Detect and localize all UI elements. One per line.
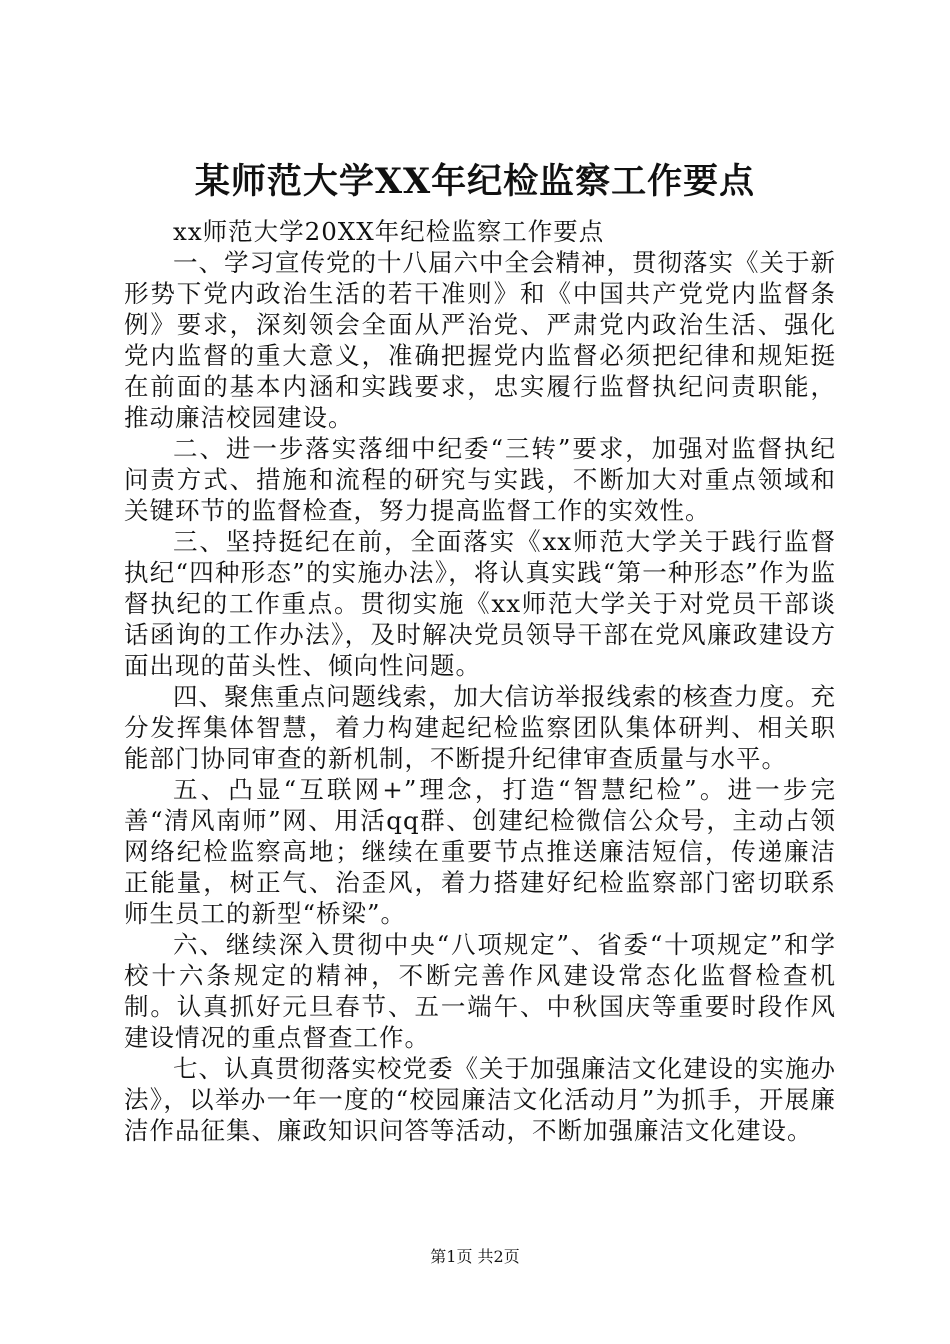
paragraph-7: 七、认真贯彻落实校党委《关于加强廉洁文化建设的实施办法》，以举办一年一度的“校园廉洁文化活动月”为抓手，开展廉洁作品征集、廉政知识问答等活动，不断加强廉洁文化建设。 xyxy=(124,1054,836,1145)
paragraph-2: 二、进一步落实落细中纪委“三转”要求，加强对监督执纪问责方式、措施和流程的研究与实践，不断加大对重点领域和关键环节的监督检查，努力提高监督工作的实效性。 xyxy=(124,434,836,525)
paragraph-5: 五、凸显“互联网+”理念，打造“智慧纪检”。进一步完善“清风南师”网、用活qq群、创建纪检微信公众号，主动占领网络纪检监察高地；继续在重要节点推送廉洁短信，传递廉洁正能量，树正气、治歪风，着力搭建好纪检监察部门密切联系师生员工的新型“桥梁”。 xyxy=(124,775,836,928)
document-title: 某师范大学XX年纪检监察工作要点 xyxy=(194,161,756,202)
paragraph-3: 三、坚持挺纪在前，全面落实《xx师范大学关于践行监督执纪“四种形态”的实施办法》，将认真实践“第一种形态”作为监督执纪的工作重点。贯彻实施《xx师范大学关于对党员干部谈话函询的工作办法》，及时解决党员领导干部在党风廉政建设方面出现的苗头性、倾向性问题。 xyxy=(124,527,836,680)
subtitle-paragraph: xx师范大学20XX年纪检监察工作要点 xyxy=(173,217,605,246)
document-body xyxy=(124,216,836,1146)
page-number: 第1页 共2页 xyxy=(430,1247,520,1266)
paragraph-4: 四、聚焦重点问题线索，加大信访举报线索的核查力度。充分发挥集体智慧，着力构建起纪检监察团队集体研判、相关职能部门协同审查的新机制，不断提升纪律审查质量与水平。 xyxy=(124,682,836,773)
paragraph-1: 一、学习宣传党的十八届六中全会精神，贯彻落实《关于新形势下党内政治生活的若干准则》和《中国共产党党内监督条例》要求，深刻领会全面从严治党、严肃党内政治生活、强化党内监督的重大意义，准确把握党内监督必须把纪律和规矩挺在前面的基本内涵和实践要求，忠实履行监督执纪问责职能，推动廉洁校园建设。 xyxy=(124,248,836,432)
paragraph-6: 六、继续深入贯彻中央“八项规定”、省委“十项规定”和学校十六条规定的精神，不断完善作风建设常态化监督检查机制。认真抓好元旦春节、五一端午、中秋国庆等重要时段作风建设情况的重点督查工作。 xyxy=(124,930,836,1052)
